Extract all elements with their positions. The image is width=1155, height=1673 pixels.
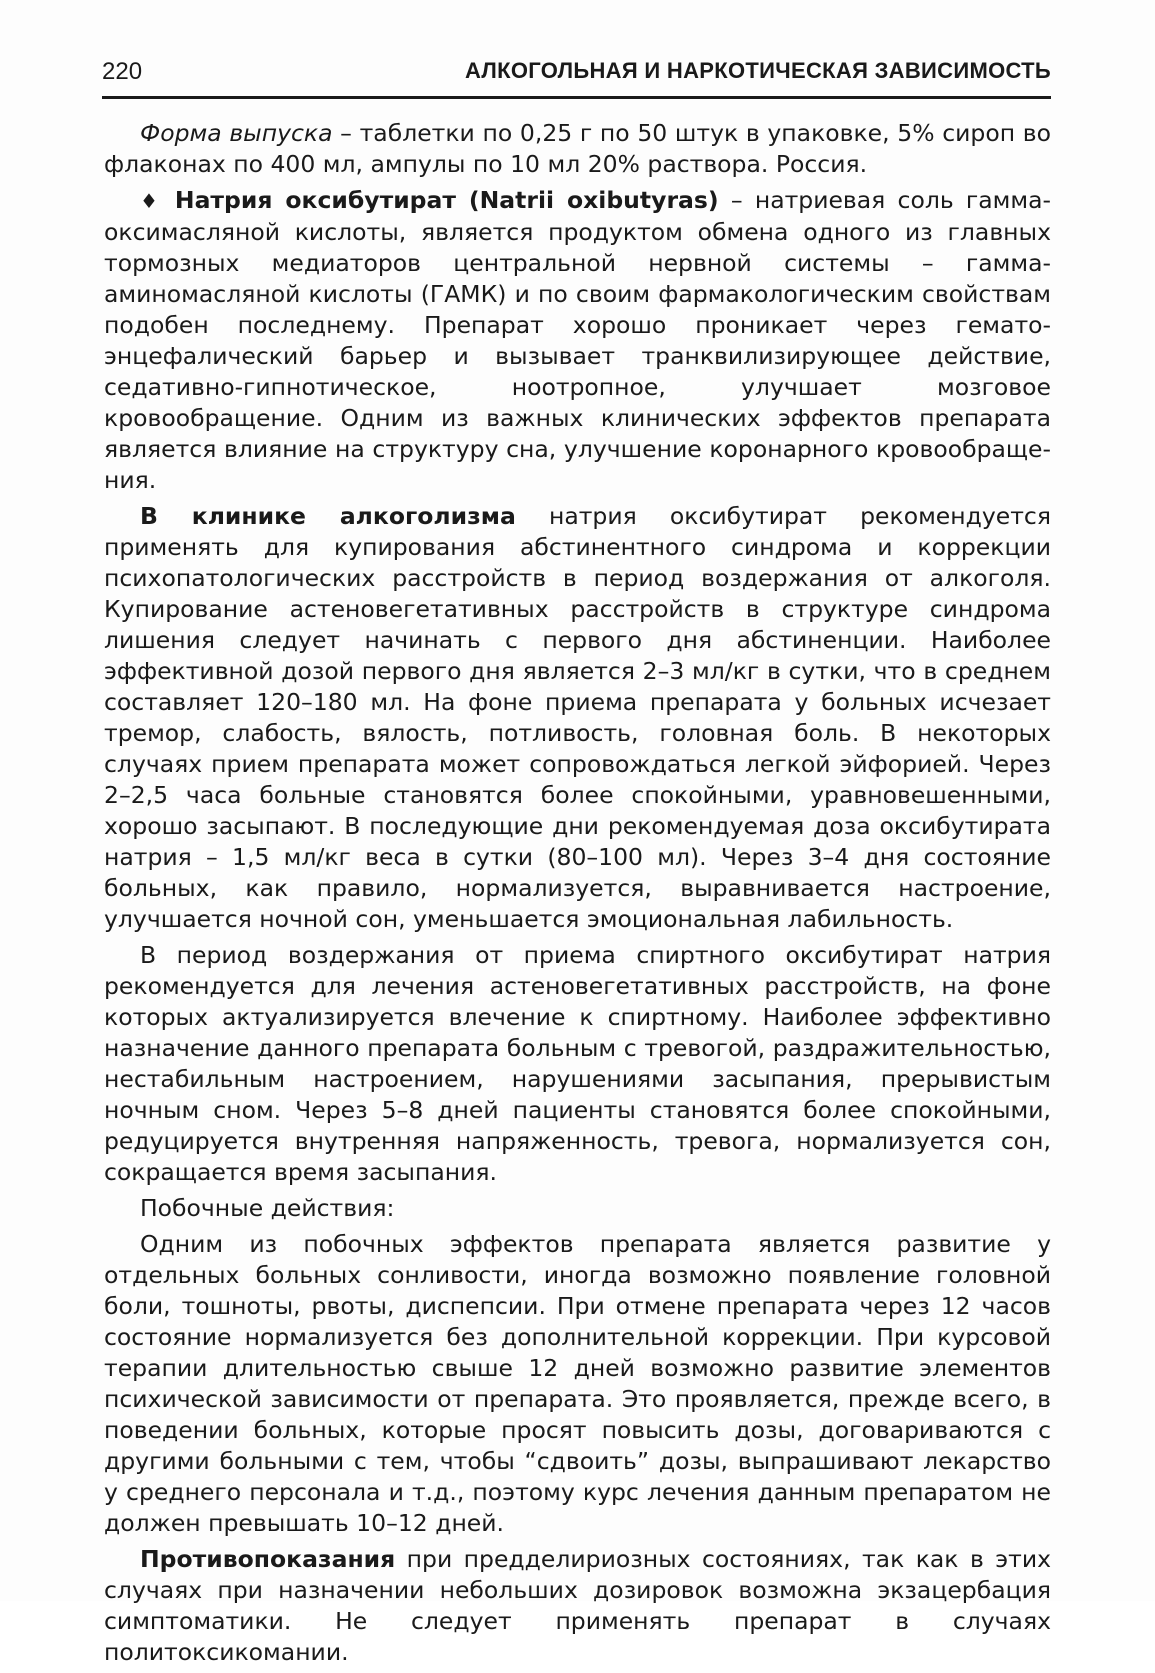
paragraph-clinic-alcoholism <box>104 501 1051 935</box>
paragraph-side-effects: Одним из побочных эффектов препарата является развитие у отдельных больных сонливости, иногда возможно появление головной боли, тошноты, рвоты, диспепсии. При отмене препарата через 12 часов состояние нормализуется без дополнительной коррекции. При курсовой терапии длительностью свыше 12 дней возможно развитие элементов психической зависимости от препарата. Это проявляется, прежде всего, в поведении больных, которые просят повысить дозы, договариваются с другими больными с тем, чтобы “сдвоить” дозы, выпрашивают лекарство у среднего персонала и т.д., поэтому курс лечения данным препаратом не должен превышать 10–12 дней. <box>104 1230 1051 1537</box>
paragraph-contraindications <box>104 1544 1051 1668</box>
diamond-bullet-icon: ♦ <box>140 189 163 213</box>
clinic-alcoholism-term: В клинике алкоголизма <box>140 502 516 530</box>
paragraph-drug-description <box>104 185 1051 496</box>
page-body <box>104 118 1051 1673</box>
contraindications-term: Противопоказания <box>140 1545 396 1573</box>
page-number: 220 <box>102 58 143 85</box>
drug-name-term: Натрия оксибутират (Natrii oxibutyras) <box>174 186 719 214</box>
release-form-label: Форма выпуска <box>140 119 333 147</box>
drug-description-text: – натриевая соль гамма-оксимасляной кислоты, является продуктом обмена одного из главных тормозных медиаторов центральной нервной системы – гамма-аминомасляной кислоты (ГАМК) и по своим фармакологическим свойствам подобен последнему. Препарат хорошо проникает через гемато-энцефалический барьер и вызывает транквилизирующее действие, седативно-гипнотическое, ноотропное, улучшает мозговое кровообращение. Одним из важных клинических эффектов препарата является влияние на структуру сна, улучшение коронарного кровообращения. <box>104 186 1052 494</box>
contraindications-text: при предделириозных состояниях, так как в этих случаях при назначении небольших дозировок возможна экзацербация симптоматики. Не следует применять препарат в случаях политоксикомании. <box>104 1545 1051 1666</box>
release-form-text: – таблетки по 0,25 г по 50 штук в упаковке, 5% сироп во флаконах по 400 мл, ампулы по 10 мл 20% раствора. Россия. <box>104 119 1051 178</box>
clinic-alcoholism-text: натрия оксибутират рекомендуется применять для купирования абстинентного синдрома и коррекции психопатологических расстройств в период воздержания от алкоголя. Купирование астеновегетативных расстройств в структуре синдрома лишения следует начинать с первого дня абстиненции. Наиболее эффективной дозой первого дня является 2–3 мл/кг в сутки, что в среднем составляет 120–180 мл. На фоне приема препарата у больных исчезает тремор, слабость, вялость, потливость, головная боль. В некоторых случаях прием препарата может сопровождаться легкой эйфорией. Через 2–2,5 часа больные становятся более спокойными, уравновешенными, хорошо засыпают. В последующие дни рекомендуемая доза оксибутирата натрия – 1,5 мл/кг веса в сутки (80–100 мл). Через 3–4 дня состояние больных, как правило, нормализуется, выравнивается настроение, улучшается ночной сон, уменьшается эмоциональная лабильность. <box>104 502 1051 933</box>
paragraph-side-effects-heading: Побочные действия: <box>140 1194 395 1222</box>
running-title: АЛКОГОЛЬНАЯ И НАРКОТИЧЕСКАЯ ЗАВИСИМОСТЬ <box>464 58 1051 83</box>
paragraph-release-form <box>104 118 1051 180</box>
paragraph-abstinence-period: В период воздержания от приема спиртного оксибутират натрия рекомендуется для лечения астеновегетативных расстройств, на фоне которых актуализируется влечение к спиртному. Наиболее эффективно назначение данного препарата больным с тревогой, раздражительностью, нестабильным настроением, нарушениями засыпания, прерывистым ночным сном. Через 5–8 дней пациенты становятся более спокойными, редуцируется внутренняя напряженность, тревога, нормализуется сон, сокращается время засыпания. <box>104 941 1051 1186</box>
page-header <box>102 52 1051 99</box>
